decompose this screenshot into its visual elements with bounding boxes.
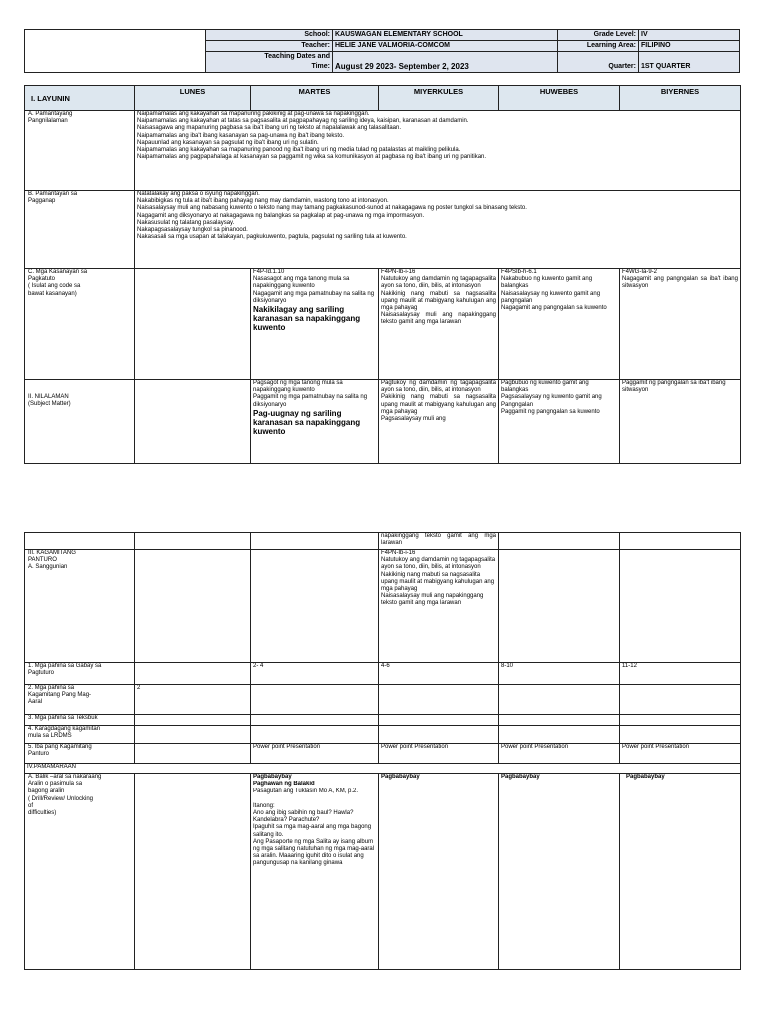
header-table (24, 29, 740, 73)
a-miyerkules-title: Pagbabaybay (379, 774, 499, 970)
lesson-table-page2 (24, 532, 741, 970)
row-gabay-pahina (25, 663, 741, 685)
grade-label: Grade Level: (558, 30, 639, 41)
row-label-3: 3. Mga pahina sa Teksbuk (25, 715, 135, 726)
lesson-table-page1 (24, 85, 741, 464)
row-pamamaraan (25, 764, 741, 774)
c-huwebes: F4PSIb-h-6.1 Nakabubuo ng kuwento gamit ang balangkas Naisasalaysay ng kuwento gamit ang pangngalan Nagagamit ang pangngalan sa kuwento (499, 269, 620, 380)
r2-lunes: 2 (135, 685, 251, 715)
row-label-a: A. Pamantayang Pangnilalaman (25, 111, 135, 191)
row-label-2: 2. Mga pahina sa Kagamitang Pang Mag- Aaral (25, 685, 135, 715)
row-nilalaman (25, 380, 741, 464)
a-martes-text: Pasagutan ang Tuklasin Mo A, KM, p.2. Itanong: Ano ang ibig sabihin ng baul? Hawla? Kandelabra? Parachute? Ipaguhit sa mga mag-aaral ang mga bagong salitang ito. Ang Pasaporte ng mga Salita ay isang album ng mga salitang natutuhan ng mga mag-aaral sa aralin. Maaaring iguhit dito o isulat ang pangungusap na kanilang ginawa (253, 788, 375, 867)
r4-biyernes (620, 726, 741, 744)
ii-biyernes: Paggamit ng pangngalan sa iba't ibang sitwasyon (620, 380, 741, 464)
c-martes-emphasis: Nakikilagay ang sariling karanasan sa napakinggang kuwento (253, 305, 361, 333)
c-martes (251, 269, 379, 380)
cont-huwebes (499, 533, 620, 550)
r4-lunes (135, 726, 251, 744)
iii-biyernes (620, 550, 741, 663)
row-label-4: 4. Karagdagang kagamitan mula sa LRDMS (25, 726, 135, 744)
iii-huwebes (499, 550, 620, 663)
r3-huwebes (499, 715, 620, 726)
c-lunes (135, 269, 251, 380)
c-miyerkules: F4PN-Ib-i-16 Natutukoy ang damdamin ng tagapagsalita ayon sa tono, diin, bilis, at intonasyon Nakikinig nang mabuti sa nagsasalita upang maulit at mabigyang kahulugan ang mga pahayag Naisasalaysay muli ang napakinggang teksto gamit ang mga larawan (379, 269, 499, 380)
r5-lunes (135, 744, 251, 764)
r1-biyernes: 11-12 (620, 663, 741, 685)
r3-lunes (135, 715, 251, 726)
grade-value: IV (639, 30, 740, 41)
col-biyernes: BIYERNES (620, 86, 741, 111)
section-pamamaraan: IV.PAMAMARAAN (25, 764, 741, 774)
ii-martes-emphasis: Pag-uugnay ng sariling karanasan sa napakinggang kuwento (253, 408, 361, 436)
iii-martes (251, 550, 379, 663)
r4-miyerkules (379, 726, 499, 744)
area-label: Learning Area: (558, 41, 639, 52)
cont-martes (251, 533, 379, 550)
school-value: KAUSWAGAN ELEMENTARY SCHOOL (333, 30, 558, 41)
r5-miyerkules: Power point Presentation (379, 744, 499, 764)
row-lrdms (25, 726, 741, 744)
c-biyernes: F4WG-Ia-9-2 Nagagamit ang pangngalan sa iba't ibang sitwasyon (620, 269, 741, 380)
col-huwebes: HUWEBES (499, 86, 620, 111)
iii-miyerkules: F4PN-Ib-i-16 Natutukoy ang damdamin ng tagapagsalita ayon sa tono, diin, bilis, at intonasyon Nakikinig nang mabuti sa nagsasalita upang maulit at mabigyang kahulugan ang mga pahayag Naisasalaysay muli ang napakinggang teksto gamit ang mga larawan (379, 550, 499, 663)
row-label-5: 5. Iba pang Kagamitang Panturo (25, 744, 135, 764)
row-label-c: C. Mga Kasanayan sa Pagkatuto ( Isulat ang code sa bawat kasanayan) (25, 269, 135, 380)
row-label-1: 1. Mga pahina sa Gabay sa Pagtuturo (25, 663, 135, 685)
cont-biyernes (620, 533, 741, 550)
dates-value: August 29 2023- September 2, 2023 (333, 52, 558, 73)
r2-huwebes (499, 685, 620, 715)
row-continuation (25, 533, 741, 550)
ii-martes-text: Pagsagot ng mga tanong mula sa napakinggang kuwento Paggamit ng mga pamatnubay na salita ng diksiyonaryo (253, 380, 368, 408)
area-value: FILIPINO (639, 41, 740, 52)
a-martes (251, 774, 379, 970)
teacher-label: Teacher: (206, 41, 333, 52)
col-martes: MARTES (251, 86, 379, 111)
r5-huwebes: Power point Presentation (499, 744, 620, 764)
r2-martes (251, 685, 379, 715)
row-pamantayang-pangnilalaman (25, 111, 741, 191)
r4-huwebes (499, 726, 620, 744)
row-iba-pang-kagamitan (25, 744, 741, 764)
r1-huwebes: 8-10 (499, 663, 620, 685)
ii-miyerkules: Pagtukoy ng damdamin ng tagapagsalita ayon sa tono, diin, bilis, at intonasyon Pakikinig nang mabuti sa nagsasalita upang maulit at mabigyang kahulugan ang mga pahayag Pagsasalaysay muli ang (379, 380, 499, 464)
r3-biyernes (620, 715, 741, 726)
dates-label: Teaching Dates and Time: (206, 52, 333, 73)
row-label-b: B. Pamantayan sa Pagganap (25, 191, 135, 269)
r4-martes (251, 726, 379, 744)
row-kasanayan (25, 269, 741, 380)
col-lunes: LUNES (135, 86, 251, 111)
a-biyernes-title: Pagbabaybay (620, 774, 741, 970)
row-balik-aral (25, 774, 741, 970)
quarter-label: Quarter: (558, 52, 639, 73)
row-pamantayan-pagganap (25, 191, 741, 269)
r5-biyernes: Power point Presentation (620, 744, 741, 764)
row-label-iv-a: A. Balik –aral sa nakaraang Aralin o pasimula sa bagong aralin ( Drill/Review/ Unlocking of difficulties) (25, 774, 135, 970)
ii-huwebes: Pagbubuo ng kuwento gamit ang balangkas Pagsasalaysay ng kuwento gamit ang Pangngalan Paggamit ng pangngalan sa kuwento (499, 380, 620, 464)
cont-lunes (135, 533, 251, 550)
pangnilalaman-text: Naipamamalas ang kakayahan sa mapanuring pakikinig at pag-unawa sa napakinggan. Naipamamalas ang kakayahan at tatas sa pagsasalita at pagpapahayag ng sariling ideya, kaisipan, karanasan at damdamin. Naisasagawa ang mapanuring pagbasa sa iba't ibang uri ng teksto at napalalawak ang talasalitaan. Naipamamalas ang iba't ibang kasanayan sa pag-unawa ng iba't ibang teksto. Napauunlad ang kasanayan sa pagsulat ng iba't ibang uri ng sulatin. Naipamamalas ang kakayahan sa mapanuring panood ng iba't ibang uri ng media tulad ng patalastas at maikling pelikula. Naipamamalas ang pagpapahalaga at kasanayan sa paggamit ng wika sa komunikasyon at pagbasa ng iba't ibang uri ng panitikan. (135, 111, 741, 191)
r1-miyerkules: 4-6 (379, 663, 499, 685)
r2-biyernes (620, 685, 741, 715)
pagganap-text: Natatalakay ang paksa o isyung napakinggan. Nakabibigkas ng tula at iba't ibang pahayag nang may damdamin, wastong tono at intonasyon. Naisasalaysay muli ang nabasang kuwento o teksto nang may tamang pagkakasunod-sunod at nakagagawa ng poster tungkol sa binasang teksto. Nagagamit ang diksyonaryo at nakagagawa ng balangkas sa pagkalap at pag-unawa ng mga impormasyon. Nakasusulat ng talatang pasalaysay. Nakapagsasalaysay tungkol sa pinanood. Nakasasali sa mga usapan at talakayan, pagkukuwento, pagtula, pagsulat ng sariling tula at kuwento. (135, 191, 741, 269)
r5-martes: Power point Presentation (251, 744, 379, 764)
teacher-value: HELIE JANE VALMORIA-COMCOM (333, 41, 558, 52)
a-martes-title: Pagbabaybay (253, 774, 292, 780)
r1-lunes (135, 663, 251, 685)
r2-miyerkules (379, 685, 499, 715)
row-label-ii: II. NILALAMAN (Subject Matter) (25, 380, 135, 464)
column-header-row (25, 86, 741, 111)
row-kagamitang-panturo (25, 550, 741, 663)
cont-miyerkules: napakinggang teksto gamit ang mga larawan (379, 533, 499, 550)
r1-martes: 2- 4 (251, 663, 379, 685)
cont-label (25, 533, 135, 550)
row-teksbuk (25, 715, 741, 726)
row-kagamitang-mag-aaral (25, 685, 741, 715)
col-miyerkules: MIYERKULES (379, 86, 499, 111)
school-label: School: (206, 30, 333, 41)
a-martes-subtitle: Paghawan ng Balakid (253, 781, 315, 788)
iii-lunes (135, 550, 251, 663)
col-layunin: I. LAYUNIN (25, 86, 135, 111)
ii-martes (251, 380, 379, 464)
c-martes-text: F4P-Id.1.10 Nasasagot ang mga tanong mula sa napakinggang kuwento Nagagamit ang mga pamatnubay na salita ng diksiyonaryo (253, 269, 375, 304)
a-lunes (135, 774, 251, 970)
r3-martes (251, 715, 379, 726)
title-cell (25, 30, 206, 73)
r3-miyerkules (379, 715, 499, 726)
row-label-iii: III. KAGAMITANG PANTURO A. Sanggunian (25, 550, 135, 663)
quarter-value: 1ST QUARTER (639, 52, 740, 73)
a-huwebes-title: Pagbabaybay (499, 774, 620, 970)
ii-lunes (135, 380, 251, 464)
